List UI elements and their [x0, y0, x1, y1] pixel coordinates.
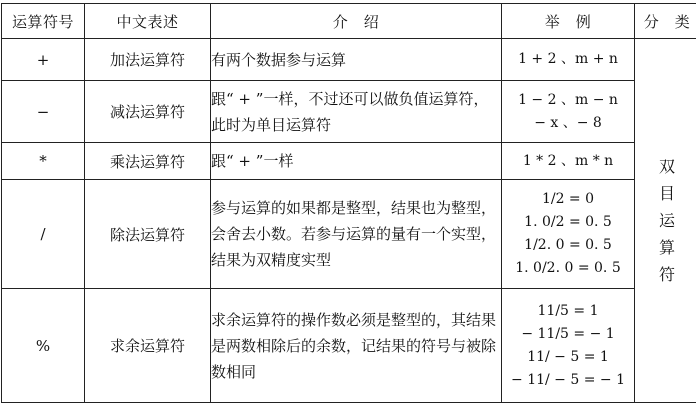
example-line: − x 、− 8: [534, 114, 602, 131]
operator-symbol: *: [2, 143, 85, 180]
table-row: [2, 180, 696, 289]
operator-description: 跟“ + ”一样: [211, 143, 502, 180]
operator-examples: [502, 180, 635, 289]
example-line: − 11/5 = − 1: [521, 325, 615, 342]
operator-description: 求余运算符的操作数必须是整型的，其结果是两数相除后的余数，记结果的符号与被除数相同: [211, 289, 502, 403]
operator-name: 除法运算符: [85, 180, 211, 289]
operator-name: 乘法运算符: [85, 143, 211, 180]
operator-name: 减法运算符: [85, 81, 211, 143]
operator-description: 跟“ + ”一样，不过还可以做负值运算符，此时为单目运算符: [211, 81, 502, 143]
operator-examples: [502, 289, 635, 403]
example-line: 11/ − 5 = 1: [527, 348, 609, 365]
table-row: [2, 289, 696, 403]
operator-description: 参与运算的如果都是整型，结果也为整型，会舍去小数。若参与运算的量有一个实型，结果为双精度实型: [211, 180, 502, 289]
table-row: [2, 39, 696, 81]
example-line: 1 * 2 、m * n: [522, 152, 614, 169]
example-line: 1/2. 0 = 0. 5: [524, 237, 612, 253]
operator-name: 加法运算符: [85, 39, 211, 81]
example-line: 1 + 2 、m + n: [518, 51, 618, 67]
operator-examples: [502, 81, 635, 143]
arithmetic-operator-table: [1, 3, 696, 403]
operator-name: 求余运算符: [85, 289, 211, 403]
header-name: 中文表述: [85, 4, 211, 39]
example-line: 1. 0/2 = 0. 5: [524, 214, 612, 230]
operator-symbol: −: [2, 81, 85, 143]
header-example: 举 例: [502, 4, 635, 39]
example-line: − 11/ − 5 = − 1: [511, 371, 625, 388]
operator-examples: [502, 39, 635, 81]
category-label: 双目运算符: [658, 157, 675, 284]
table-header-row: [2, 4, 696, 39]
example-line: 1 − 2 、m − n: [518, 91, 618, 108]
example-line: 1/2 = 0: [541, 191, 595, 207]
example-line: 11/5 = 1: [537, 302, 599, 319]
example-line: 1. 0/2. 0 = 0. 5: [515, 260, 621, 276]
header-category: 分 类: [635, 4, 696, 39]
operator-symbol: +: [2, 39, 85, 81]
table-row: [2, 81, 696, 143]
operator-category: [635, 39, 696, 403]
operator-examples: [502, 143, 635, 180]
header-symbol: 运算符号: [2, 4, 85, 39]
operator-description: 有两个数据参与运算: [211, 39, 502, 81]
header-description: 介 绍: [211, 4, 502, 39]
table-row: [2, 143, 696, 180]
operator-symbol: %: [2, 289, 85, 403]
operator-symbol: /: [2, 180, 85, 289]
